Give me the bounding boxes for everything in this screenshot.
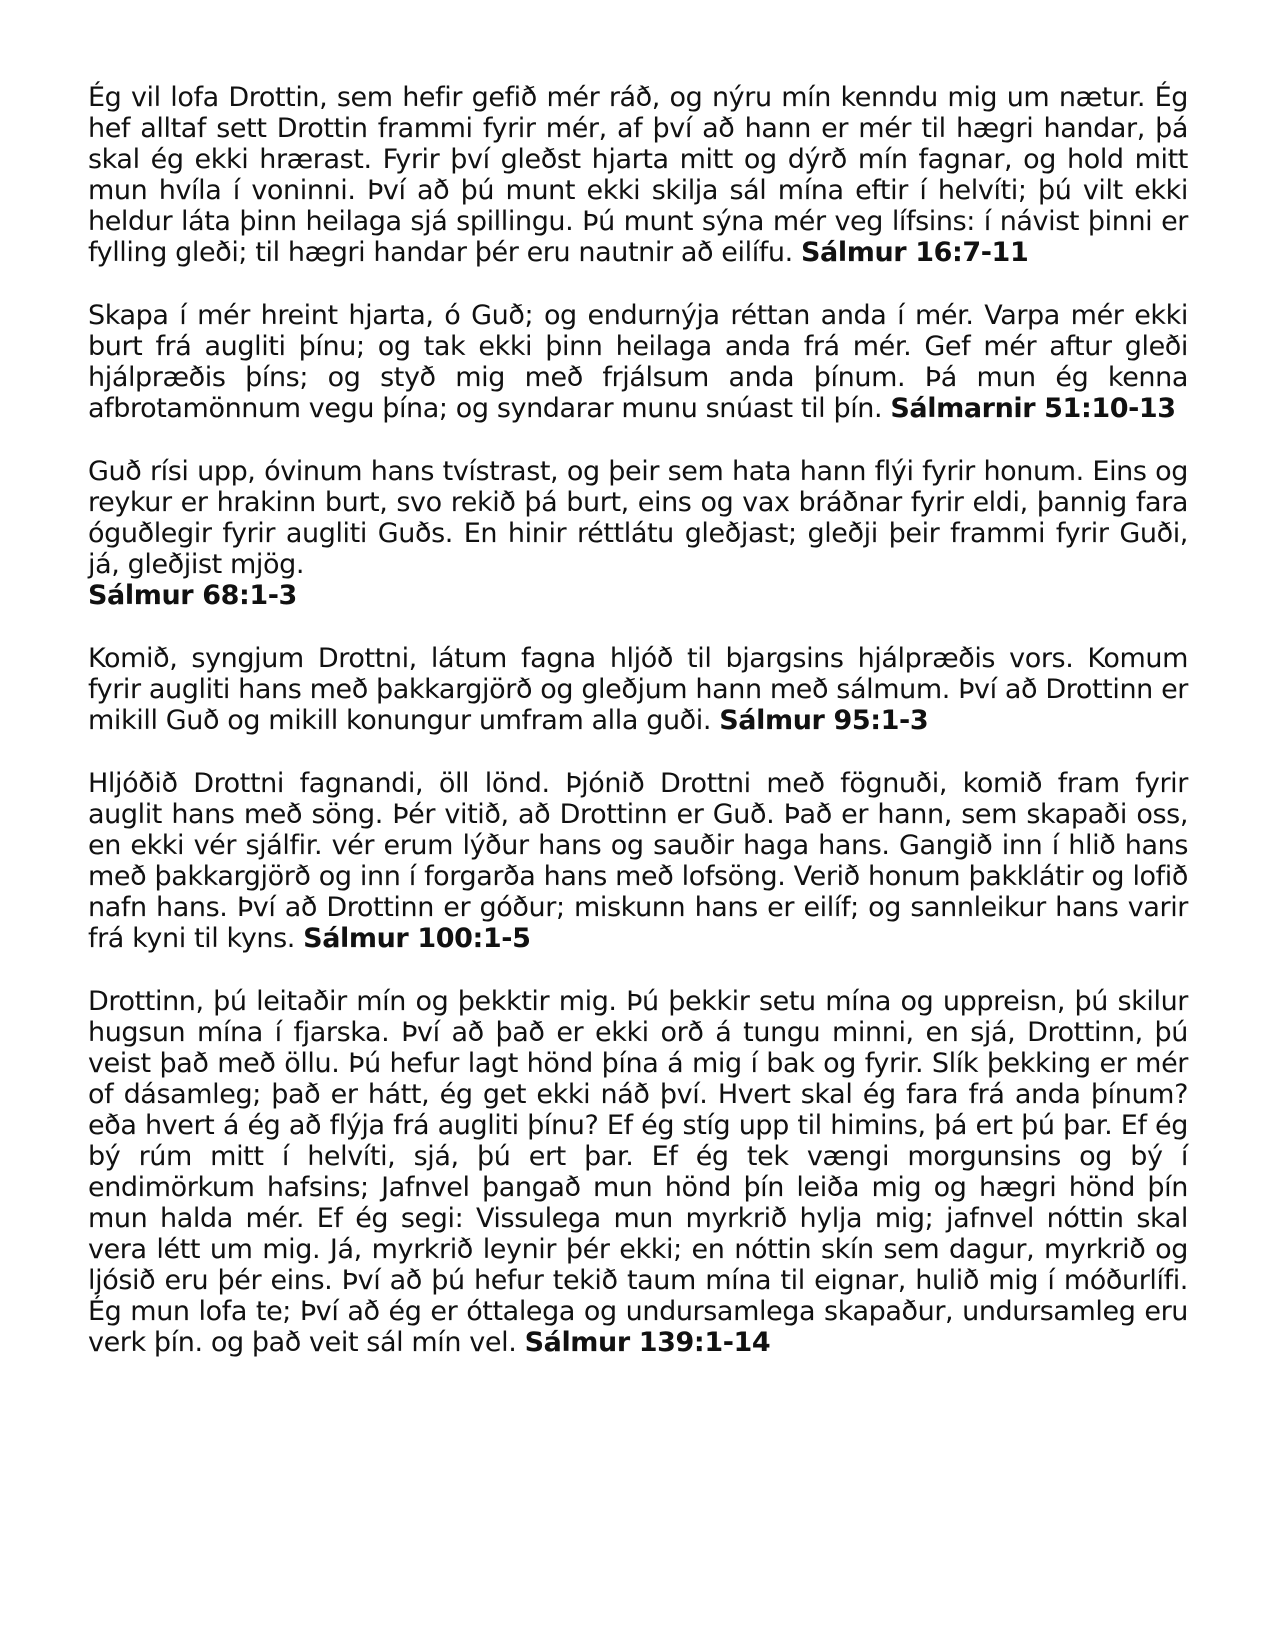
passage-psalm-51 [88, 300, 1188, 424]
passage-psalm-68 [88, 456, 1188, 611]
passage-psalm-139 [88, 986, 1188, 1358]
scripture-reference: Sálmur 100:1-5 [303, 923, 531, 954]
scripture-reference: Sálmur 68:1-3 [88, 580, 297, 611]
passage-psalm-95 [88, 643, 1188, 736]
scripture-reference: Sálmarnir 51:10-13 [890, 393, 1176, 424]
passage-psalm-100 [88, 768, 1188, 954]
document-page [88, 82, 1188, 1390]
passage-text: Hljóðið Drottni fagnandi, öll lönd. Þjónið Drottni með fögnuði, komið fram fyrir auglit hans með söng. Þér vitið, að Drottinn er Guð. Það er hann, sem skapaði oss, en ekki vér sjálfir. vér erum lýður hans og sauðir haga hans. Gangið inn í hlið hans með þakkargjörð og inn í forgarða hans með lofsöng. Verið honum þakklátir og lofið nafn hans. Því að Drottinn er góður; miskunn hans er eilíf; og sannleikur hans varir frá kyni til kyns. [88, 768, 1188, 954]
passage-text: Skapa í mér hreint hjarta, ó Guð; og endurnýja réttan anda í mér. Varpa mér ekki burt frá augliti þínu; og tak ekki þinn heilaga anda frá mér. Gef mér aftur gleði hjálpræðis þíns; og styð mig með frjálsum anda þínum. Þá mun ég kenna afbrotamönnum vegu þína; og syndarar munu snúast til þín. [88, 300, 1188, 424]
scripture-reference: Sálmur 139:1-14 [524, 1327, 771, 1358]
scripture-reference: Sálmur 16:7-11 [801, 237, 1029, 268]
passage-text: Komið, syngjum Drottni, látum fagna hljóð til bjargsins hjálpræðis vors. Komum fyrir augliti hans með þakkargjörð og gleðjum hann með sálmum. Því að Drottinn er mikill Guð og mikill konungur umfram alla guði. [88, 643, 1188, 736]
passage-text: Guð rísi upp, óvinum hans tvístrast, og þeir sem hata hann flýi fyrir honum. Eins og reykur er hrakinn burt, svo rekið þá burt, eins og vax bráðnar fyrir eldi, þannig fara óguðlegir fyrir augliti Guðs. En hinir réttlátu gleðjast; gleðji þeir frammi fyrir Guði, já, gleðjist mjög. [88, 456, 1188, 580]
passage-text: Ég vil lofa Drottin, sem hefir gefið mér ráð, og nýru mín kenndu mig um nætur. Ég hef alltaf sett Drottin frammi fyrir mér, af því að hann er mér til hægri handar, þá skal ég ekki hrærast. Fyrir því gleðst hjarta mitt og dýrð mín fagnar, og hold mitt mun hvíla í voninni. Því að þú munt ekki skilja sál mína eftir í helvíti; þú vilt ekki heldur láta þinn heilaga sjá spillingu. Þú munt sýna mér veg lífsins: í návist þinni er fylling gleði; til hægri handar þér eru nautnir að eilífu. [88, 82, 1188, 268]
passage-text: Drottinn, þú leitaðir mín og þekktir mig. Þú þekkir setu mína og uppreisn, þú skilur hugsun mína í fjarska. Því að það er ekki orð á tungu minni, en sjá, Drottinn, þú veist það með öllu. Þú hefur lagt hönd þína á mig í bak og fyrir. Slík þekking er mér of dásamleg; það er hátt, ég get ekki náð því. Hvert skal ég fara frá anda þínum? eða hvert á ég að flýja frá augliti þínu? Ef ég stíg upp til himins, þá ert þú þar. Ef ég bý rúm mitt í helvíti, sjá, þú ert þar. Ef ég tek vængi morgunsins og bý í endimörkum hafsins; Jafnvel þangað mun hönd þín leiða mig og hægri hönd þín mun halda mér. Ef ég segi: Vissulega mun myrkrið hylja mig; jafnvel nóttin skal vera létt um mig. Já, myrkrið leynir þér ekki; en nóttin skín sem dagur, myrkrið og ljósið eru þér eins. Því að þú hefur tekið taum mína til eignar, hulið mig í móðurlífi. Ég mun lofa te; Því að ég er óttalega og undursamlega skapaður, undursamleg eru verk þín. og það veit sál mín vel. [88, 986, 1188, 1358]
scripture-reference: Sálmur 95:1-3 [719, 705, 929, 736]
passage-psalm-16 [88, 82, 1188, 268]
